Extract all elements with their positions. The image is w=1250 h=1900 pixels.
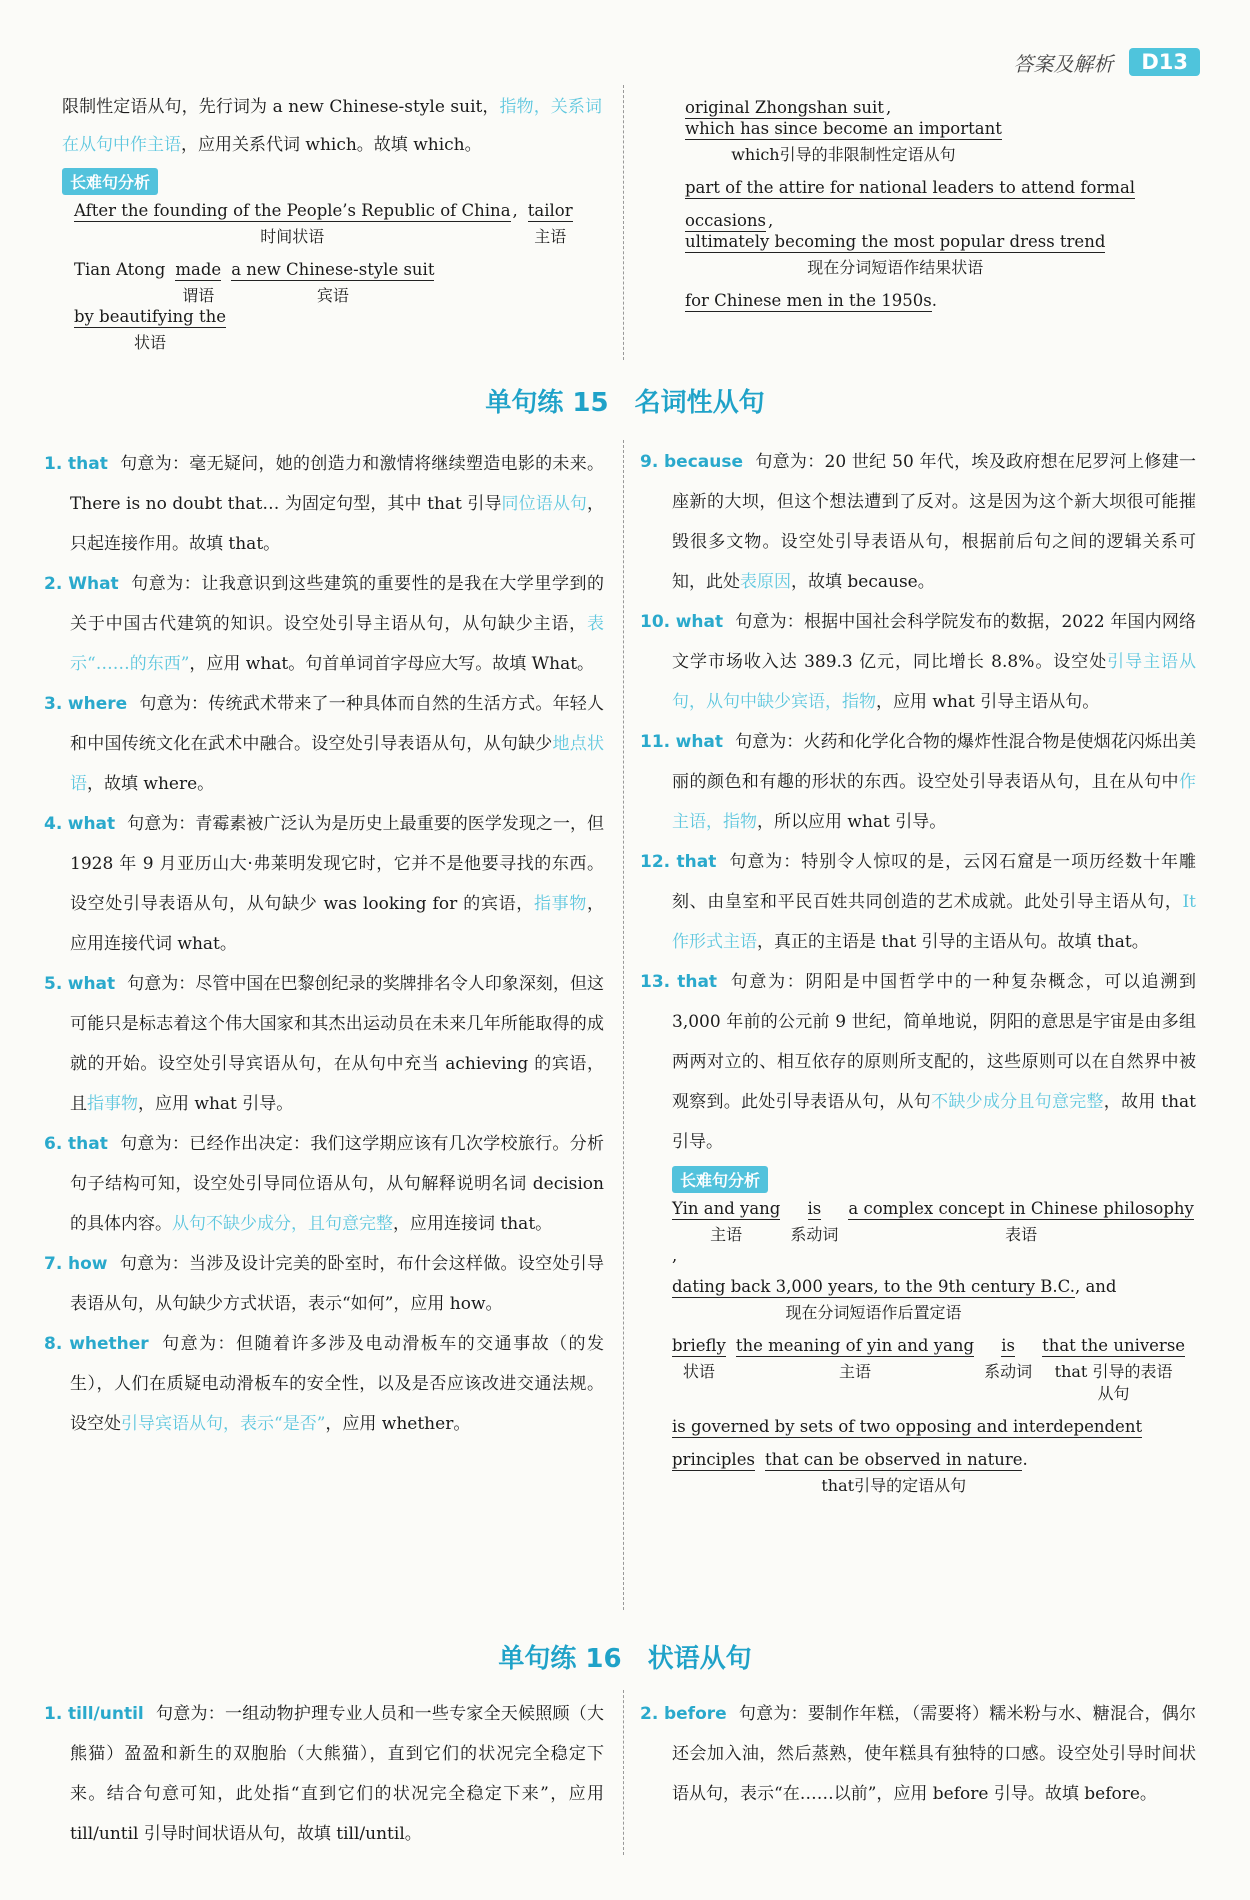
answer-item-1: 1. that 句意为：毫无疑问，她的创造力和激情将继续塑造电影的未来。There is no doubt that… 为固定句型，其中 that 引导同位语从句，只起连接作用。故填 that。 [44,454,605,554]
answer-item-8: 8. whether 句意为：但随着许多涉及电动滑板车的交通事故（的发生），人们在质疑电动滑板车的安全性，以及是否应该改进交通法规。设空处引导宾语从句，表示“是否”，应用 whether。 [44,1334,605,1434]
s16-left-column [44,1694,604,1854]
answer-item-5: 5. what 句意为：尽管中国在巴黎创纪录的奖牌排名令人印象深刻，但这可能只是标志着这个伟大国家和其杰出运动员在未来几年所能取得的成就的开始。设空处引导宾语从句，在从句中充当 achieving 的宾语，且指事物，应用 what 引导。 [44,974,604,1114]
top-right-block [685,98,1195,324]
answer-item-3: 3. where 句意为：传统武术带来了一种具体而自然的生活方式。年轻人和中国传统文化在武术中融合。设空处引导表语从句，从句缺少地点状语，故填 where。 [44,694,605,794]
s15-analysis-block [640,1162,1196,1497]
sentence-analysis-2: original Zhongshan suit ,which has since become an important which引导的非限制性定语从句 part of the attire for national leaders to attend formal occasions ,ultimately becoming the most popular dress trend 现在分词短语作结果状语 for Chinese men in the 1950s. [685,98,1136,310]
s16-answer-item-2: 2. before 句意为：要制作年糕，（需要将）糯米粉与水、糖混合，偶尔还会加入油，然后蒸熟，使年糕具有独特的口感。设空处引导时间状语从句，表示“在……以前”，应用 before 引导。故填 before。 [640,1704,1197,1804]
page-header [1013,45,1200,79]
answer-item-11: 11. what 句意为：火药和化学化合物的爆炸性混合物是使烟花闪烁出美丽的颜色和有趣的形状的东西。设空处引导表语从句，且在从句中作主语，指物，所以应用 what 引导。 [640,732,1197,832]
answer-item-4: 4. what 句意为：青霉素被广泛认为是历史上最重要的医学发现之一，但 1928 年 9 月亚历山大·弗莱明发现它时，它并不是他要寻找的东西。设空处引导表语从句，从句缺少 was looking for 的宾语，指事物，应用连接代词 what。 [44,814,605,954]
continued-paragraph: 限制性定语从句，先行词为 a new Chinese-style suit，指物，关系词在从句中作主语，应用关系代词 which。故填 which。 [62,97,602,155]
answer-item-12: 12. that 句意为：特别令人惊叹的是，云冈石窟是一项历经数十年雕刻、由皇室和平民百姓共同创造的艺术成就。此处引导主语从句，It 作形式主语，真正的主语是 that 引导的主语从句。故填 that。 [640,852,1196,952]
column-divider-top [623,85,624,360]
s15-right-column [640,442,1196,1509]
sentence-analysis-1: After the founding of the People’s Republic of China 时间状语 , tailor 主语 Tian Atong made 谓语 a new Chinese-style suit 宾语 by beautifying the 状语 [74,201,573,352]
s16-answer-item-1: 1. till/until 句意为：一组动物护理专业人员和一些专家全天候照顾（大熊猫）盈盈和新生的双胞胎（大熊猫），直到它们的状况完全稳定下来。结合句意可知，此处指“直到它们的状况完全稳定下来”，应用 till/until 引导时间状语从句，故填 till/until。 [44,1704,605,1844]
answer-item-7: 7. how 句意为：当涉及设计完美的卧室时，布什会这样做。设空处引导表语从句，从句缺少方式状语，表示“如何”，应用 how。 [44,1254,605,1314]
page-number-badge: D13 [1129,48,1200,76]
s16-right-column [640,1694,1196,1814]
section-15-title: 单句练 15 名词性从句 [485,388,765,418]
long-sentence-tag: 长难句分析 [62,168,158,195]
top-left-block [62,88,602,366]
header-title: 答案及解析 [1013,51,1114,76]
answer-item-6: 6. that 句意为：已经作出决定：我们这学期应该有几次学校旅行。分析句子结构可知，设空处引导同位语从句，从句解释说明名词 decision 的具体内容。从句不缺少成分，且句意完整，应用连接词 that。 [44,1134,605,1234]
section-16-title: 单句练 16 状语从句 [498,1644,752,1674]
sentence-analysis-3: Yin and yang 主语 is 系动词 a complex concept in Chinese philosophy 表语 , dating back 3,000 years, to the 9th century B.C. 现在分词短语作后置定语 , and briefly 状语 the meaning of yin and yang 主语 is 系动词 that the universe that 引导的表语从句 is governed by sets of two opposing and interdependent principles that can be observed in nature that引导的定语从句 . [672,1199,1194,1495]
answer-item-9: 9. because 句意为：20 世纪 50 年代，埃及政府想在尼罗河上修建一座新的大坝，但这个想法遭到了反对。这是因为这个新大坝很可能摧毁很多文物。设空处引导表语从句，根据前后句之间的逻辑关系可知，此处表原因，故填 because。 [640,452,1197,592]
long-sentence-tag: 长难句分析 [672,1166,768,1193]
column-divider-bottom [623,1690,624,1855]
answer-item-10: 10. what 句意为：根据中国社会科学院发布的数据，2022 年国内网络文学市场收入达 389.3 亿元，同比增长 8.8%。设空处引导主语从句，从句中缺少宾语，指物，应用 what 引导主语从句。 [640,612,1196,712]
column-divider-middle [623,440,624,1610]
answer-item-13: 13. that 句意为：阴阳是中国哲学中的一种复杂概念，可以追溯到 3,000 年前的公元前 9 世纪，简单地说，阴阳的意思是宇宙是由多组两两对立的、相互依存的原则所支配的，这些原则可以在自然界中被观察到。此处引导表语从句，从句不缺少成分且句意完整，故用 that 引导。 [640,972,1197,1152]
s15-left-column [44,444,604,1444]
answer-item-2: 2. What 句意为：让我意识到这些建筑的重要性的是我在大学里学到的关于中国古代建筑的知识。设空处引导主语从句，从句缺少主语，表示“……的东西”，应用 what。句首单词首字母应大写。故填 What。 [44,574,604,674]
